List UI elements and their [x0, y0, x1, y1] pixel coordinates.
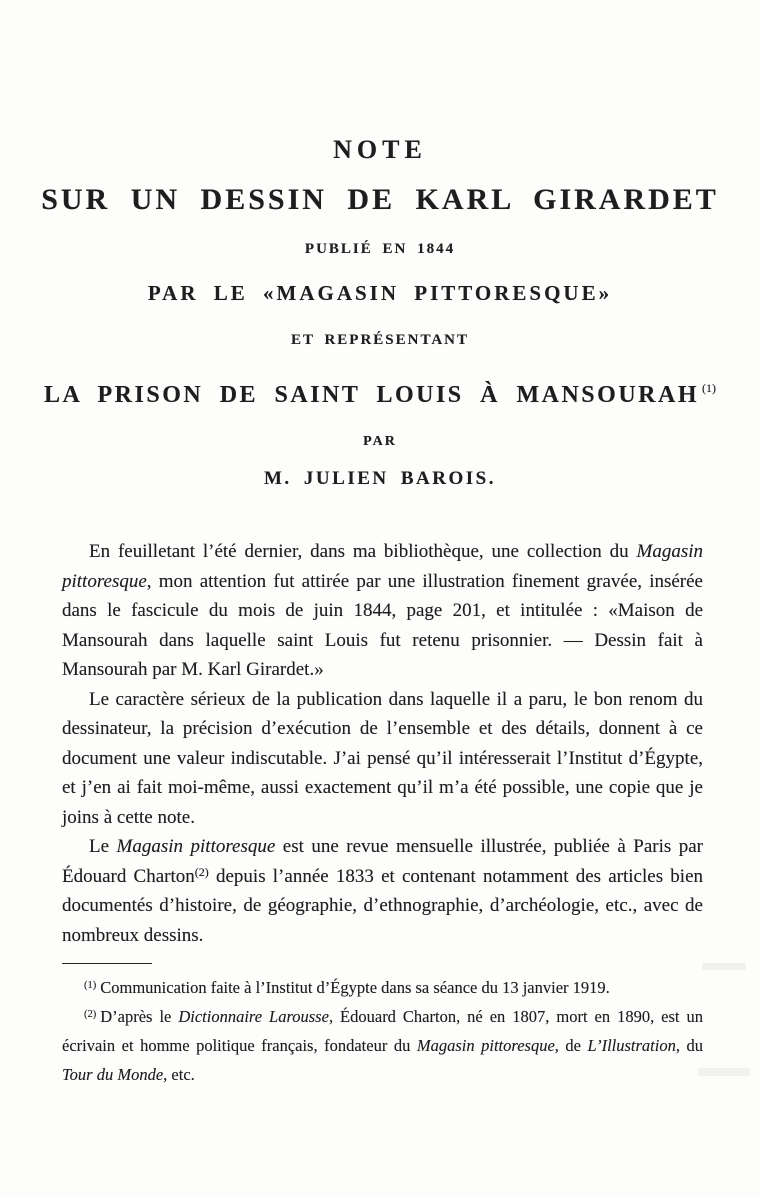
footnote-2-marker: (2)	[84, 1009, 97, 1020]
scan-artifact	[702, 963, 746, 970]
scan-artifact	[698, 1068, 750, 1076]
footnote-separator	[62, 963, 152, 964]
document-kicker: NOTE	[333, 135, 427, 164]
representing-line: ET REPRÉSENTANT	[290, 332, 470, 348]
text-run-italic: Magasin pittoresque	[62, 541, 703, 592]
text-run: D’après le	[100, 1007, 179, 1026]
text-run: , mon attention fut attirée par une illustration finement gravée, insérée dans le fascicule du mois de juin 1844, page 201, et intitulée : «Maison de Mansourah dans laquelle saint Louis fut retenu prisonnier. — Dessin fait à Mansourah par M. Karl Girardet.»	[62, 570, 703, 680]
footnote-1-marker: (1)	[84, 980, 97, 991]
text-run: , du	[675, 1036, 703, 1055]
text-run: depuis l’année 1833 et contenant notamment des articles bien documentés d’histoire, de géographie, d’ethnographie, d’archéologie, etc., avec de nombreux dessins.	[62, 865, 703, 946]
body-text	[0, 537, 760, 950]
footnote-1	[62, 973, 703, 1002]
text-run: En feuilletant l’été dernier, dans ma bibliothèque, une collection du	[89, 541, 637, 562]
text-run: est une revue mensuelle illustrée, publiée à Paris par Édouard Charton	[62, 836, 703, 887]
footnote-ref-2: (2)	[194, 864, 209, 879]
subject-line	[0, 375, 760, 408]
text-run-italic: Magasin pittoresque	[116, 836, 276, 857]
paragraph-3	[62, 832, 703, 950]
text-run: , etc.	[163, 1065, 195, 1084]
paragraph-1	[62, 537, 703, 685]
footnotes-block	[0, 973, 760, 1089]
author-name: M. JULIEN BAROIS.	[264, 468, 496, 489]
footnote-ref-1: (1)	[701, 381, 716, 395]
publisher-line: PAR LE «MAGASIN PITTORESQUE»	[147, 281, 613, 305]
text-run-italic: Tour du Monde	[62, 1065, 164, 1084]
subject-text: LA PRISON DE SAINT LOUIS À MANSOURAH	[44, 382, 699, 408]
text-run-italic: Dictionnaire Larousse	[178, 1007, 329, 1026]
paragraph-2	[62, 685, 703, 833]
footnote-2	[62, 1002, 703, 1089]
byline-par: PAR	[363, 434, 397, 449]
published-line: PUBLIÉ EN 1844	[304, 241, 456, 257]
document-title: SUR UN DESSIN DE KARL GIRARDET	[41, 183, 719, 216]
text-run-italic: L’Illustration	[587, 1036, 676, 1055]
text-run: Le	[89, 836, 117, 857]
text-run: Communication faite à l’Institut d’Égypte dans sa séance du 13 janvier 1919.	[100, 978, 610, 997]
text-run: , de	[554, 1036, 588, 1055]
text-run-italic: Magasin pittoresque	[416, 1036, 555, 1055]
text-run: , Édouard Charton, né en 1807, mort en 1890, est un écrivain et homme politique français, fondateur du	[62, 1007, 703, 1055]
title-block	[0, 137, 760, 489]
text-run: Le caractère sérieux de la publication dans laquelle il a paru, le bon renom du dessinateur, la précision d’exécution de l’ensemble et des détails, donnent à ce document une valeur indiscutable. J’ai pensé qu’il intéresserait l’Institut d’Égypte, et j’en ai fait moi-même, aussi exactement qu’il m’a été possible, une copie que je joins à cette note.	[62, 688, 703, 828]
